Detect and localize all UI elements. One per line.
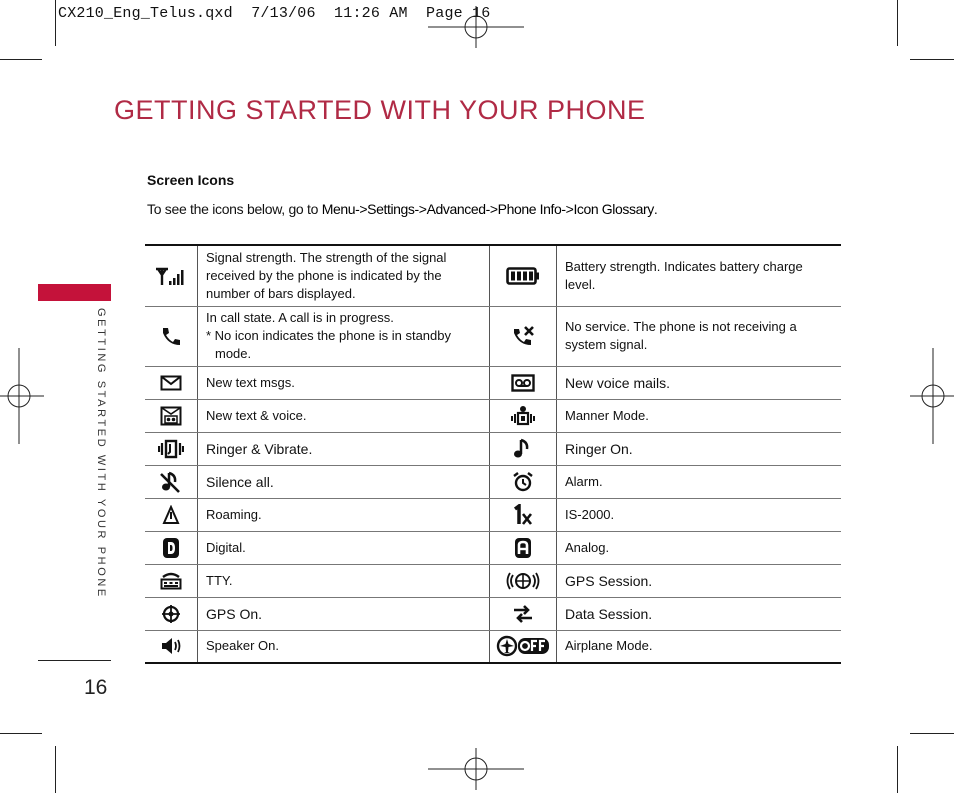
registration-mark-icon (428, 6, 524, 48)
icon-cell (145, 366, 198, 399)
description-cell: Battery strength. Indicates battery charge level. (557, 245, 842, 306)
silence-all-icon (159, 471, 183, 493)
description-cell: Alarm. (557, 465, 842, 498)
analog-icon (514, 537, 532, 559)
table-row (145, 630, 841, 663)
gps-on-icon (160, 603, 182, 625)
table-row (145, 366, 841, 399)
icon-cell (490, 245, 557, 306)
icon-cell (145, 306, 198, 366)
page-number: 16 (84, 676, 108, 699)
intro-suffix: . (653, 201, 658, 217)
description-cell: Digital. (198, 531, 490, 564)
icon-cell (490, 498, 557, 531)
data-session-icon (512, 604, 534, 624)
description-cell: Data Session. (557, 597, 842, 630)
description-cell (198, 306, 490, 366)
intro-prefix: To see the icons below, go to (147, 201, 322, 217)
ringer-on-icon (513, 438, 533, 460)
print-slug: CX210_Eng_Telus.qxd 7/13/06 11:26 AM Page 16 (58, 5, 491, 22)
description-cell: New text msgs. (198, 366, 490, 399)
crop-mark (55, 746, 56, 793)
table-row (145, 306, 841, 366)
battery-icon (506, 267, 540, 285)
table-row (145, 564, 841, 597)
manner-mode-icon (511, 405, 535, 427)
icon-cell (490, 399, 557, 432)
crop-mark (897, 746, 898, 793)
description-cell: Speaker On. (198, 630, 490, 663)
page-title: GETTING STARTED WITH YOUR PHONE (114, 95, 646, 125)
icon-cell (490, 531, 557, 564)
description-note: * No icon indicates the phone is in standby mode. (206, 328, 451, 361)
icon-cell (145, 564, 198, 597)
icon-cell (145, 245, 198, 306)
footer-rule (38, 660, 111, 661)
registration-mark-icon (910, 348, 954, 444)
icon-cell (145, 399, 198, 432)
description-cell: Airplane Mode. (557, 630, 842, 663)
in-call-icon (160, 325, 182, 347)
chapter-side-label: GETTING STARTED WITH YOUR PHONE (95, 308, 107, 599)
text-voice-icon (160, 406, 182, 426)
icon-cell (490, 432, 557, 465)
icon-cell (145, 465, 198, 498)
speaker-on-icon (160, 636, 182, 656)
chapter-tab-bar (38, 284, 111, 301)
crop-mark (0, 733, 42, 734)
table-row (145, 465, 841, 498)
table-row (145, 399, 841, 432)
description-cell: GPS Session. (557, 564, 842, 597)
description-text: In call state. A call is in progress. (206, 310, 394, 325)
tty-icon (160, 572, 182, 590)
description-cell: Analog. (557, 531, 842, 564)
icon-cell (145, 432, 198, 465)
description-cell: Signal strength. The strength of the signal received by the phone is indicated by the number of bars displayed. (198, 245, 490, 306)
icon-glossary-table (145, 244, 841, 664)
icon-cell (145, 498, 198, 531)
text-message-icon (160, 375, 182, 391)
crop-mark (0, 59, 42, 60)
description-cell: Ringer & Vibrate. (198, 432, 490, 465)
menu-path: Menu->Settings->Advanced->Phone Info->Icon Glossary (321, 201, 654, 217)
table-row (145, 597, 841, 630)
description-cell: Manner Mode. (557, 399, 842, 432)
airplane-mode-icon (496, 635, 550, 657)
icon-cell (490, 564, 557, 597)
is-2000-icon (513, 504, 533, 526)
section-heading: Screen Icons (147, 172, 235, 188)
voicemail-icon (511, 374, 535, 392)
no-service-icon (511, 325, 535, 347)
description-cell: Ringer On. (557, 432, 842, 465)
description-cell: TTY. (198, 564, 490, 597)
crop-mark (910, 59, 954, 60)
alarm-icon (512, 471, 534, 493)
description-cell: Silence all. (198, 465, 490, 498)
registration-mark-icon (0, 348, 44, 444)
icon-cell (490, 366, 557, 399)
signal-strength-icon (155, 265, 187, 287)
crop-mark (897, 0, 898, 46)
description-cell: GPS On. (198, 597, 490, 630)
description-cell: No service. The phone is not receiving a system signal. (557, 306, 842, 366)
icon-cell (490, 630, 557, 663)
intro-text (147, 201, 657, 217)
roaming-icon (162, 505, 180, 525)
digital-icon (162, 537, 180, 559)
registration-mark-icon (428, 748, 524, 790)
table-row (145, 245, 841, 306)
ringer-vibrate-icon (158, 438, 184, 460)
gps-session-icon (505, 570, 541, 592)
icon-cell (490, 465, 557, 498)
crop-mark (55, 0, 56, 46)
description-cell: New voice mails. (557, 366, 842, 399)
description-cell: Roaming. (198, 498, 490, 531)
icon-cell (490, 306, 557, 366)
icon-cell (145, 630, 198, 663)
description-cell: New text & voice. (198, 399, 490, 432)
icon-cell (490, 597, 557, 630)
table-row (145, 498, 841, 531)
icon-cell (145, 531, 198, 564)
table-row (145, 531, 841, 564)
table-row (145, 432, 841, 465)
crop-mark (910, 733, 954, 734)
description-cell: IS-2000. (557, 498, 842, 531)
icon-cell (145, 597, 198, 630)
